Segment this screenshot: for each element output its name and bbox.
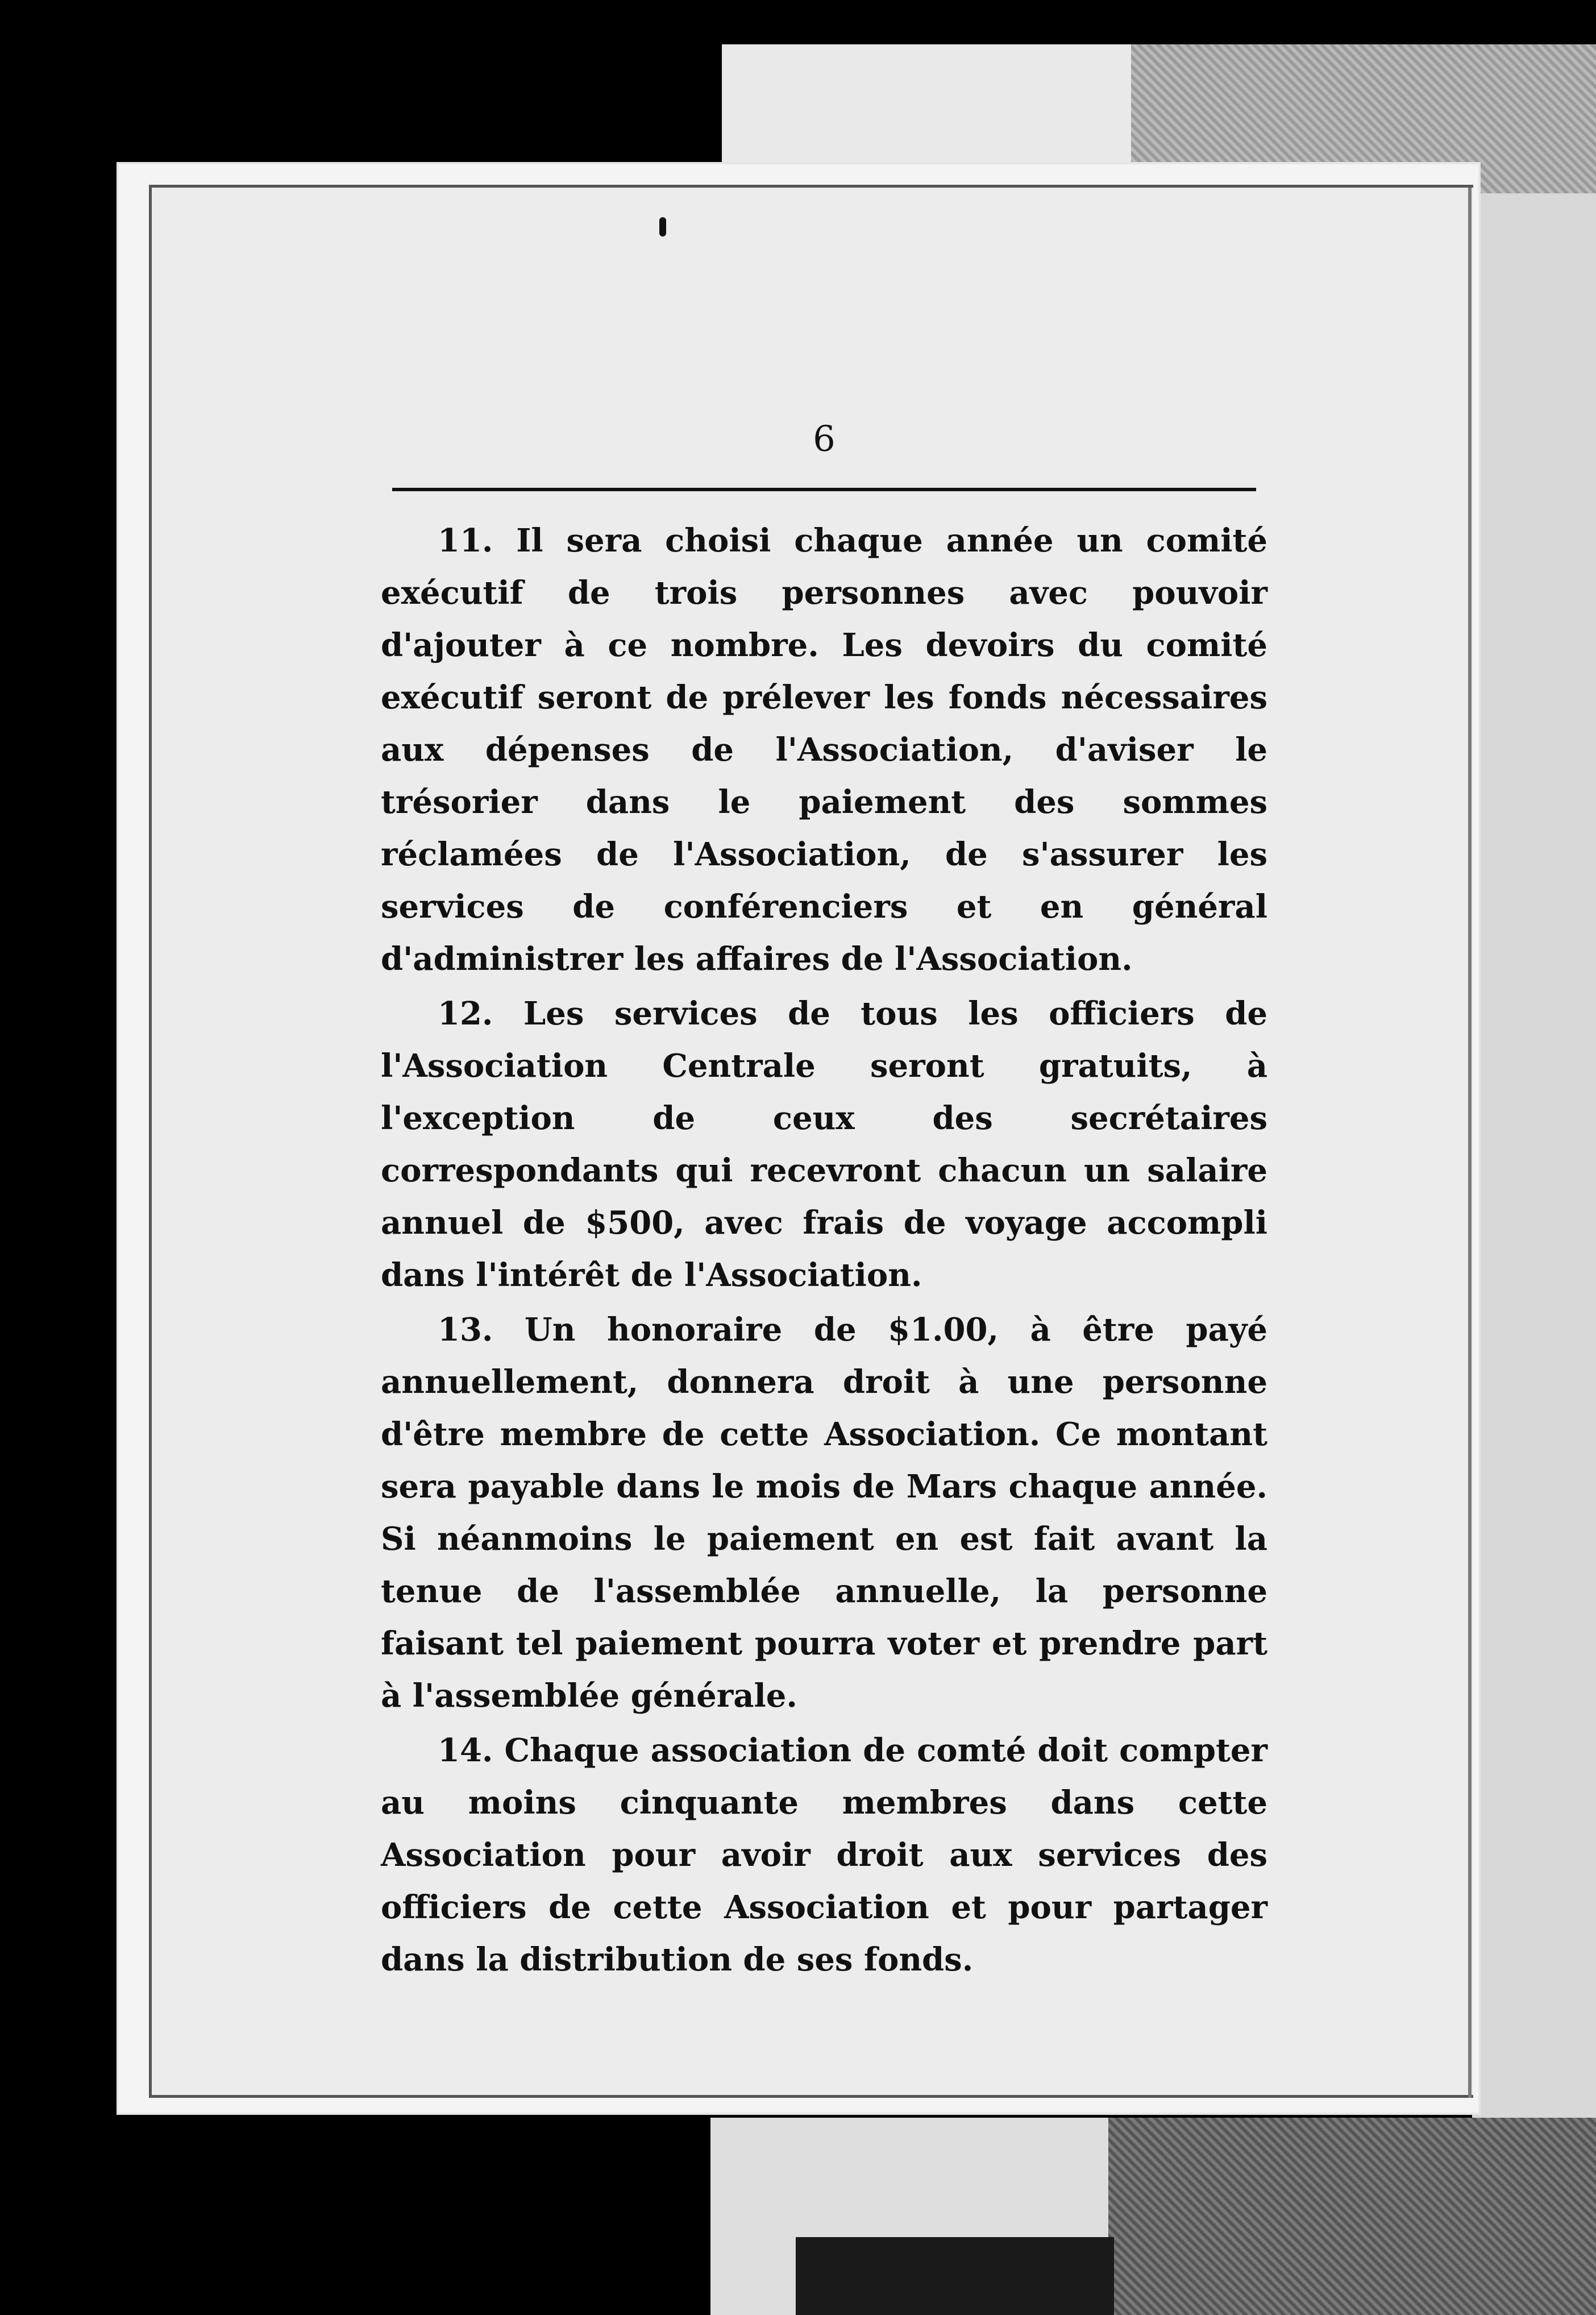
background-card-bottom-texture [1108, 2118, 1596, 2315]
header-rule [392, 488, 1256, 491]
page-fold-line [1468, 188, 1472, 2098]
ink-mark [659, 217, 666, 237]
paragraph-14: 14. Chaque association de comté doit compter au moins cinquante membres dans cette Association pour avoir droit aux services des officiers de cette Association et pour partager dans la distribution de ses fonds. [381, 1732, 1267, 1978]
page-number: 6 [813, 418, 836, 459]
adjacent-page-edge [1472, 193, 1596, 2126]
paragraph-13: 13. Un honoraire de $1.00, à être payé annuellement, donnera droit à une personne d'être membre de cette Association. Ce montant sera payable dans le mois de Mars chaque année. Si néanmoins le paiement en est fait avant la tenue de l'assemblée annuelle, la personne faisant tel paiement pourra voter et prendre part à l'assemblée générale. [381, 1311, 1267, 1715]
background-card-bottom-shadow [796, 2237, 1114, 2315]
article-text [381, 515, 1267, 1988]
paragraph-12: 12. Les services de tous les officiers de l'Association Centrale seront gratuits, à l'exception de ceux des secrétaires correspondants qui recevront chacun un salaire annuel de $500, avec frais de voyage accompli dans l'intérêt de l'Association. [381, 995, 1267, 1294]
paragraph-11: 11. Il sera choisi chaque année un comité exécutif de trois personnes avec pouvoir d'ajouter à ce nombre. Les devoirs du comité exécutif seront de prélever les fonds nécessaires aux dépenses de l'Association, d'aviser le trésorier dans le paiement des sommes réclamées de l'Association, de s'assurer les services de conférenciers et en général d'administrer les affaires de l'Association. [381, 522, 1267, 978]
